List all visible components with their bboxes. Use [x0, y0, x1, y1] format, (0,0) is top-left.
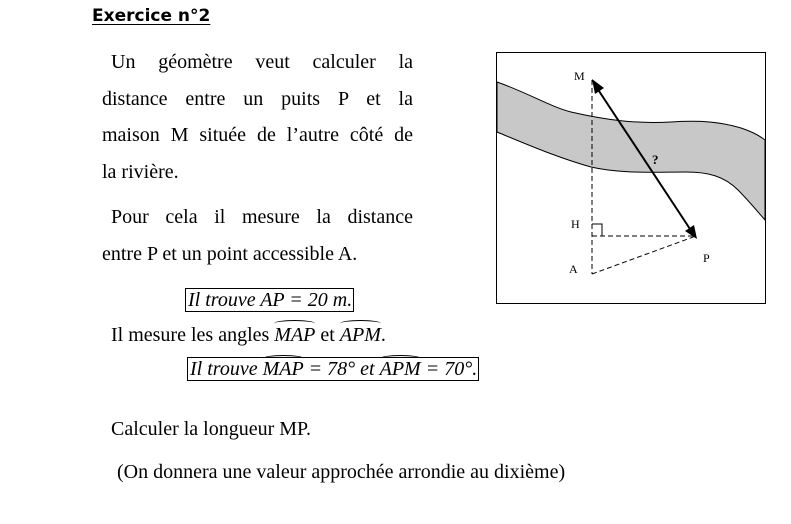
angle-map-label: MAP — [274, 324, 316, 346]
label-m: M — [574, 69, 585, 83]
box2-angle-apm: APM — [379, 358, 421, 380]
exercise-title: Exercice n°2 — [92, 6, 211, 26]
box2-angle-map: MAP — [262, 358, 304, 380]
box2-prefix: Il trouve — [190, 358, 263, 380]
method-line-2: entre P et un point accessible A. — [102, 242, 358, 265]
intro-line-3: maison M située de l’autre côté de — [102, 124, 413, 146]
label-p: P — [703, 251, 710, 265]
rounding-note: (On donnera une valeur approchée arrondie au dixième) — [117, 461, 566, 483]
intro-paragraph — [102, 44, 413, 190]
box2-value2: = 70°. — [420, 358, 478, 380]
angles-line — [111, 323, 386, 347]
label-unknown: ? — [652, 152, 659, 167]
angle-apm-label: APM — [339, 324, 381, 346]
method-line-1: Pour cela il mesure la distance — [111, 206, 413, 228]
geometry-figure — [496, 52, 766, 304]
angles-middle: et — [315, 324, 340, 346]
angles-measure-box — [187, 357, 479, 381]
intro-line-2: distance entre un puits P et la — [102, 87, 413, 110]
box2-value1: = 78° et — [303, 358, 380, 380]
ap-measure-box: Il trouve AP = 20 m. — [185, 288, 354, 312]
angles-prefix: Il mesure les angles — [111, 324, 275, 346]
question-text: Calculer la longueur MP. — [111, 418, 311, 440]
angles-suffix: . — [380, 324, 386, 346]
intro-line-1: Un géomètre veut calculer la — [111, 51, 413, 73]
method-paragraph — [102, 199, 413, 272]
figure-svg — [496, 52, 766, 304]
label-a: A — [569, 262, 578, 276]
intro-line-4: la rivière. — [102, 160, 179, 183]
label-h: H — [571, 217, 580, 231]
